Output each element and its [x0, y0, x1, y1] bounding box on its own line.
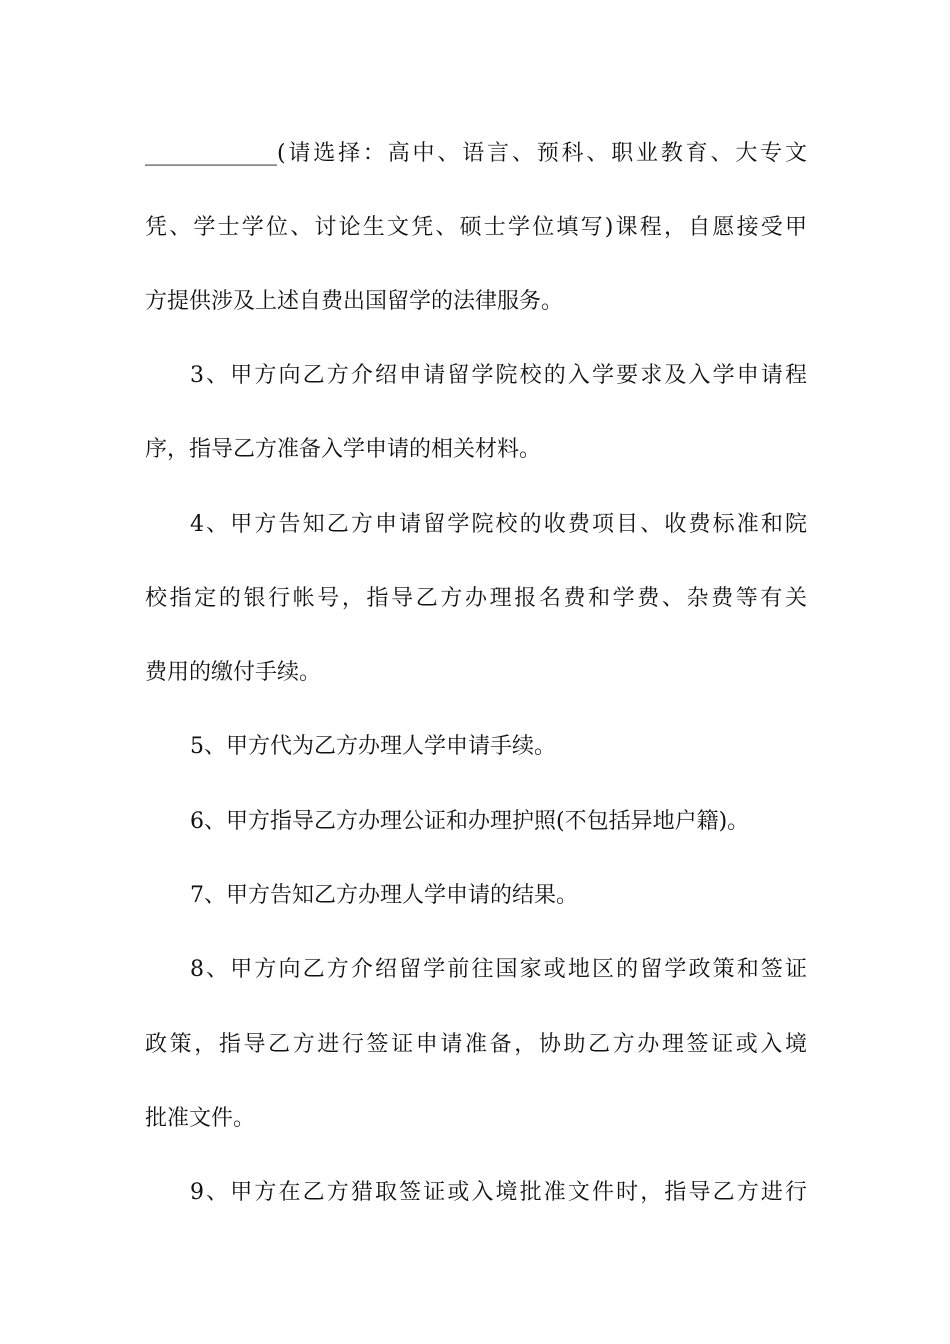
- text-line: 批准文件。: [145, 1106, 256, 1131]
- text-line: 6、甲方指导乙方办理公证和办理护照(不包括异地户籍)。: [190, 809, 750, 834]
- text-line: 5、甲方代为乙方办理人学申请手续。: [190, 734, 556, 759]
- text-line: 9、甲方在乙方猎取签证或入境批准文件时，指导乙方进行: [190, 1180, 807, 1205]
- text-line: 序，指导乙方准备入学申请的相关材料。: [145, 437, 542, 462]
- text-line: 4、甲方告知乙方申请留学院校的收费项目、收费标准和院: [190, 512, 807, 537]
- text-line: ____________(请选择：高中、语言、预科、职业教育、大专文: [145, 141, 807, 166]
- text-line: 凭、学士学位、讨论生文凭、硕士学位填写)课程，自愿接受甲: [145, 215, 807, 240]
- text-line: 3、甲方向乙方介绍申请留学院校的入学要求及入学申请程: [190, 363, 807, 388]
- text-line: 方提供涉及上述自费出国留学的法律服务。: [145, 289, 564, 314]
- text-line: 8、甲方向乙方介绍留学前往国家或地区的留学政策和签证: [190, 957, 807, 982]
- text-line: 费用的缴付手续。: [145, 660, 322, 685]
- text-line: 政策，指导乙方进行签证申请准备，协助乙方办理签证或入境: [145, 1032, 807, 1057]
- text-line: 7、甲方告知乙方办理人学申请的结果。: [190, 883, 578, 908]
- text-line: 校指定的银行帐号，指导乙方办理报名费和学费、杂费等有关: [145, 586, 807, 611]
